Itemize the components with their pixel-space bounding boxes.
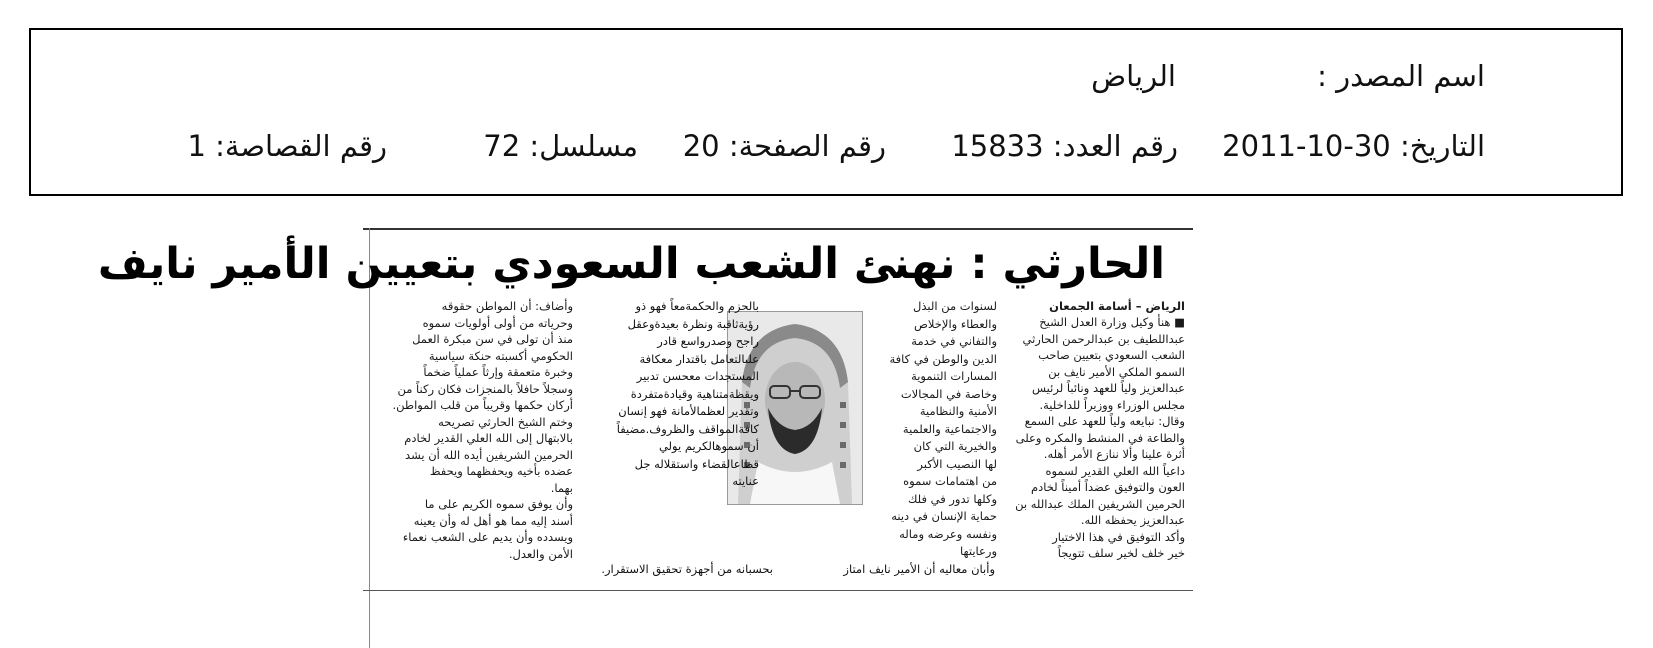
column-4-lines — [387, 298, 573, 562]
article-line: الحكومي أكسبته حنكة سياسية — [428, 348, 573, 363]
article-line: والخيرية التي كان — [913, 439, 997, 453]
article-line: الحرمين الشريفين الملك عبدالله بن — [1015, 496, 1185, 511]
article-line: معاً فهو ذو رؤية — [635, 299, 759, 331]
article-line: الأمنية والنظامية — [919, 404, 997, 418]
article-line: عبداللطيف بن عبدالرحمن الحارثي — [1022, 331, 1185, 346]
article-line: من اهتمامات سموه — [903, 474, 997, 488]
article-column-2 — [869, 298, 997, 561]
source-label: اسم المصدر : — [1317, 59, 1485, 93]
date-field: التاريخ: 30-10-2011 — [1222, 129, 1485, 163]
article-line: بالحزم والحكمة — [685, 299, 759, 313]
article-line: منذ أن تولى في سن مبكرة العمل — [412, 332, 573, 346]
article-line: متفردة وتقدير لعظم — [630, 386, 759, 418]
serial-field: مسلسل: 72 — [483, 129, 638, 163]
article-line: كافة المستجدات مع — [639, 351, 759, 383]
article-line: وختم الشيخ الحارثي تصريحه — [438, 414, 573, 429]
article-line: وأكد التوفيق في هذا الاختيار — [1052, 529, 1185, 544]
article-line: الكريم يولي قطاع — [658, 439, 759, 471]
article-headline: الحارثي : نهنئ الشعب السعودي بتعيين الأمير نايف — [97, 239, 1165, 289]
article-line: أركان حكمها وقريباً من قلب المواطن. — [392, 398, 573, 412]
article-line: حماية الإنسان في دينه — [891, 509, 997, 523]
top-rule — [363, 228, 1193, 230]
article-line: التعامل باقتدار مع — [660, 351, 745, 366]
article-line: ثاقبة ونظرة بعيدة — [654, 316, 739, 331]
article-line: وسجلاً حافلاً بالمنجزات فكان ركناً من — [397, 381, 573, 396]
article-line: مضيفاً أن سموه — [616, 421, 759, 453]
article-line: وكلها تدور في فلك — [907, 491, 997, 506]
article-line: ويسدده وأن يديم على الشعب نعماء — [402, 530, 573, 544]
article-column-3 — [607, 298, 759, 491]
article-line: المواقف والظروف. — [645, 421, 739, 436]
article-line: وحرياته من أولى أولويات سموه — [422, 315, 573, 330]
under-photo-line-1: وأبان معاليه أن الأمير نايف امتاز — [843, 562, 995, 576]
article-line: واسع قادر على — [657, 334, 759, 366]
article-line: ونفسه وعرضه وماله — [899, 526, 997, 541]
article-line: عبدالعزيز يحفظه الله. — [1080, 513, 1185, 527]
source-value: الرياض — [1091, 59, 1176, 93]
column-2-lines — [869, 298, 997, 561]
article-line: وخاصة في المجالات — [900, 386, 997, 401]
clip-number-field: رقم القصاصة: 1 — [187, 129, 387, 163]
article-line: الشعب السعودي بتعيين صاحب — [1038, 348, 1185, 362]
article-line: والعطاء والإخلاص — [914, 316, 997, 331]
article-line: عضده بأخيه ويحفظهما ويحفظ — [429, 464, 573, 478]
details-row — [31, 126, 1621, 166]
article-line: لسنوات من البذل — [913, 299, 997, 313]
article-line: حسن تدبير ويقظة — [636, 369, 759, 401]
byline: الرياض – أسامة الجمعان — [1049, 299, 1185, 313]
article-line: القضاء واستقلاله جل عنايته — [634, 456, 759, 488]
article-line: بالابتهال إلى الله العلي القدير لخادم — [404, 431, 573, 445]
column-1-lines — [1009, 314, 1185, 562]
article-column-4 — [387, 298, 573, 562]
bottom-rule — [363, 590, 1193, 591]
article-line: والتفاني في خدمة — [911, 334, 997, 348]
issue-field: رقم العدد: 15833 — [951, 129, 1178, 163]
article-line: أسند إليه مما هو أهل له وأن يعينه — [413, 513, 573, 528]
article-line: وخبرة متعمقة وإرثاً عملياً ضخماً — [423, 365, 573, 379]
article-line: والطاعة في المنشط والمكره وعلى — [1015, 430, 1185, 445]
article-line: وأضاف: أن المواطن حقوقه — [441, 299, 573, 313]
article-line: الأمن والعدل. — [508, 546, 573, 561]
page-field: رقم الصفحة: 20 — [682, 129, 886, 163]
article-line: السمو الملكي الأمير نايف بن — [1048, 364, 1185, 379]
article-line: وعقل راجح وصدر — [627, 316, 759, 348]
article-line: بهما. — [550, 480, 573, 495]
article-line: وأن يوفق سموه الكريم على ما — [424, 497, 573, 511]
article-line: ■ هنأ وكيل وزارة العدل الشيخ — [1039, 315, 1185, 329]
article-line: الدين والوطن في كافة — [889, 351, 997, 366]
under-photo-line-2: بحسبانه من أجهزة تحقيق الاستقرار. — [601, 562, 773, 576]
article-line: وقال: نبايعه ولياً للعهد على السمع — [1024, 414, 1185, 428]
article-line: الحرمين الشريفين أيده الله أن يشد — [405, 447, 573, 462]
article-line: خير خلف لخير سلف تتويجاً — [1057, 546, 1185, 560]
article-line: ورعايتها — [960, 544, 997, 558]
article-line: داعياً الله العلي القدير لسموه — [1045, 463, 1185, 478]
article-column-1 — [1009, 298, 1185, 562]
metadata-box — [29, 28, 1623, 196]
article-line: الأمانة فهو إنسان كافة — [618, 404, 759, 436]
article-line: متناهية وقيادة — [663, 386, 729, 401]
article-line: أثرة علينا وألا ننازع الأمر أهله. — [1043, 447, 1185, 461]
newspaper-clipping — [97, 228, 1193, 648]
column-3-lines — [607, 298, 759, 491]
article-line: والاجتماعية والعلمية — [902, 421, 997, 436]
article-line: مجلس الوزراء ووزيراً للداخلية. — [1039, 397, 1185, 412]
source-row — [31, 56, 1621, 96]
article-line: عبدالعزيز ولياً للعهد ونائباً لرئيس — [1032, 381, 1185, 395]
article-line: العون والتوفيق عضداً أميناً لخادم — [1030, 480, 1185, 494]
article-line: المسارات التنموية — [911, 369, 997, 383]
article-line: لها النصيب الأكبر — [917, 456, 997, 471]
